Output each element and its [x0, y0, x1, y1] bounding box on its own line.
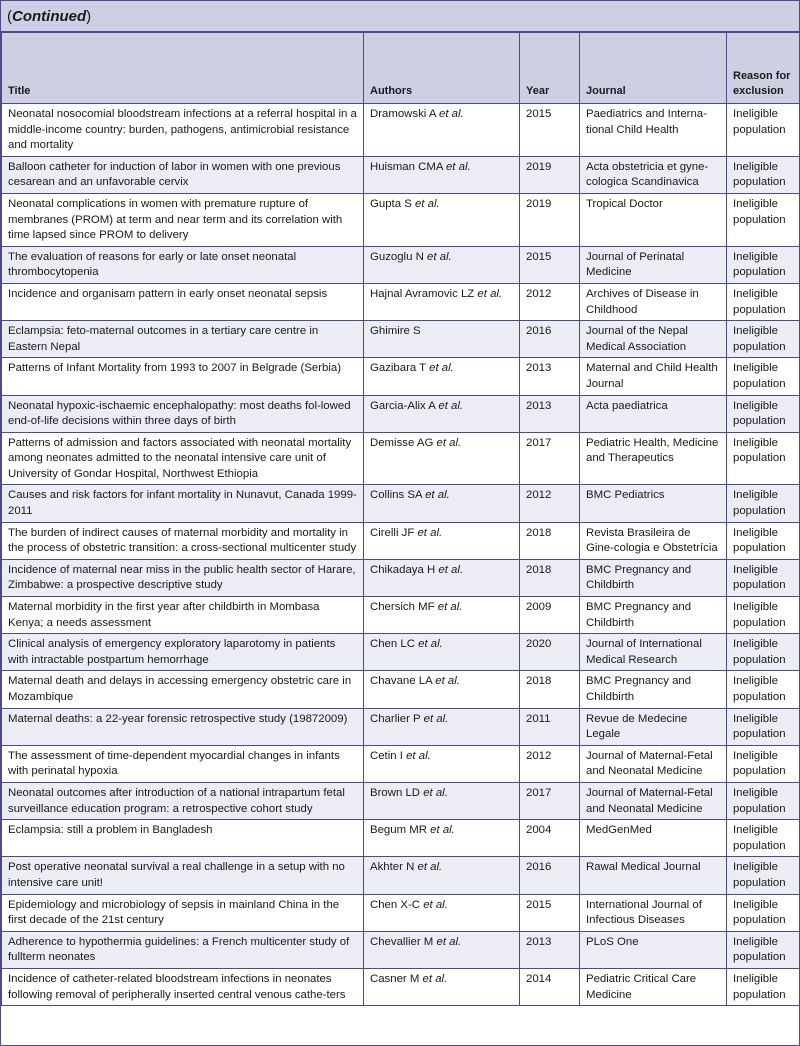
cell-journal: Maternal and Child Health Journal — [580, 358, 727, 395]
cell-title: Patterns of admission and factors associated with neonatal mortality among neonates admitted to the neonatal intensive care unit of University of Gondar Hospital, Northwest Ethiopia — [2, 432, 364, 485]
cell-year: 2004 — [520, 820, 580, 857]
cell-journal: Rawal Medical Journal — [580, 857, 727, 894]
header-title: Title — [2, 33, 364, 104]
cell-reason: Ineligible population — [727, 246, 800, 283]
cell-year: 2019 — [520, 193, 580, 246]
cell-year: 2017 — [520, 782, 580, 819]
cell-journal: BMC Pediatrics — [580, 485, 727, 522]
et-al: et al. — [417, 526, 443, 539]
cell-authors — [364, 193, 520, 246]
cell-journal: PLoS One — [580, 931, 727, 968]
et-al: et al. — [435, 675, 460, 688]
cell-authors — [364, 559, 520, 596]
cell-reason: Ineligible population — [727, 432, 800, 485]
table-row — [2, 559, 800, 596]
cell-title: The evaluation of reasons for early or late onset neonatal thrombocytopenia — [2, 246, 364, 283]
header-reason: Reason for exclusion — [727, 33, 800, 104]
cell-authors — [364, 708, 520, 745]
author-name: Huisman CMA — [370, 160, 443, 173]
cell-journal: BMC Pregnancy and Childbirth — [580, 597, 727, 634]
exclusion-table — [1, 32, 800, 1006]
cell-title: Post operative neonatal survival a real challenge in a setup with no intensive care unit! — [2, 857, 364, 894]
cell-reason: Ineligible population — [727, 782, 800, 819]
cell-authors — [364, 931, 520, 968]
table-row — [2, 246, 800, 283]
et-al: et al. — [425, 489, 450, 502]
cell-reason: Ineligible population — [727, 156, 800, 193]
author-name: Charlier P — [370, 712, 421, 725]
cell-journal: MedGenMed — [580, 820, 727, 857]
author-name: Chevallier M — [370, 935, 434, 948]
cell-authors — [364, 321, 520, 358]
et-al: et al. — [438, 399, 464, 412]
cell-year: 2015 — [520, 246, 580, 283]
et-al: et al. — [427, 250, 452, 263]
author-name: Begum MR — [370, 824, 427, 837]
table-row — [2, 283, 800, 320]
cell-reason: Ineligible population — [727, 671, 800, 708]
table-row — [2, 894, 800, 931]
author-name: Gazibara T — [370, 362, 426, 375]
cell-authors — [364, 485, 520, 522]
cell-title: Maternal morbidity in the first year after childbirth in Mombasa Kenya; a needs assessment — [2, 597, 364, 634]
et-al: et al. — [414, 197, 440, 210]
cell-year: 2018 — [520, 671, 580, 708]
continued-banner: ( Continued ) — [1, 1, 799, 32]
cell-year: 2012 — [520, 485, 580, 522]
cell-title: Balloon catheter for induction of labor in women with one previous cesarean and an unfavorable cervix — [2, 156, 364, 193]
cell-journal: Journal of Perinatal Medicine — [580, 246, 727, 283]
cell-year: 2012 — [520, 283, 580, 320]
cell-title: Causes and risk factors for infant mortality in Nunavut, Canada 1999-2011 — [2, 485, 364, 522]
et-al: et al. — [439, 108, 464, 120]
author-name: Ghimire S — [370, 325, 421, 338]
cell-authors — [364, 745, 520, 782]
cell-journal: Revue de Medecine Legale — [580, 708, 727, 745]
table-row — [2, 522, 800, 559]
cell-reason: Ineligible population — [727, 193, 800, 246]
cell-journal: BMC Pregnancy and Childbirth — [580, 671, 727, 708]
cell-title: Incidence of maternal near miss in the public health sector of Harare, Zimbabwe: a prospective descriptive study — [2, 559, 364, 596]
cell-authors — [364, 857, 520, 894]
cell-title: Patterns of Infant Mortality from 1993 to 2007 in Belgrade (Serbia) — [2, 358, 364, 395]
author-name: Brown LD — [370, 786, 421, 799]
header-authors: Authors — [364, 33, 520, 104]
cell-title: Epidemiology and microbiology of sepsis in mainland China in the first decade of the 21st century — [2, 894, 364, 931]
cell-year: 2016 — [520, 857, 580, 894]
cell-journal: Paediatrics and Interna-tional Child Health — [580, 104, 727, 157]
cell-journal: Acta paediatrica — [580, 395, 727, 432]
cell-title: Eclampsia: still a problem in Bangladesh — [2, 820, 364, 857]
table-row — [2, 156, 800, 193]
table-row — [2, 745, 800, 782]
cell-year: 2013 — [520, 931, 580, 968]
cell-authors — [364, 820, 520, 857]
table-row — [2, 634, 800, 671]
cell-authors — [364, 246, 520, 283]
et-al: et al. — [437, 601, 463, 614]
author-name: Chikadaya H — [370, 563, 436, 576]
cell-title: The burden of indirect causes of maternal morbidity and mortality in the process of obstetric transition: a cross-sectional multicenter study — [2, 522, 364, 559]
cell-journal: Journal of the Nepal Medical Association — [580, 321, 727, 358]
cell-reason: Ineligible population — [727, 283, 800, 320]
cell-year: 2014 — [520, 968, 580, 1005]
table-row — [2, 193, 800, 246]
cell-year: 2019 — [520, 156, 580, 193]
cell-journal: Revista Brasileira de Gine-cologia e Obstetrícia — [580, 522, 727, 559]
et-al: et al. — [436, 935, 462, 948]
table-row — [2, 395, 800, 432]
continued-label: Continued — [12, 7, 87, 25]
cell-title: Eclampsia: feto-maternal outcomes in a tertiary care centre in Eastern Nepal — [2, 321, 364, 358]
cell-authors — [364, 634, 520, 671]
author-name: Dramowski A — [370, 108, 436, 120]
cell-authors — [364, 104, 520, 157]
cell-reason: Ineligible population — [727, 104, 800, 157]
cell-reason: Ineligible population — [727, 931, 800, 968]
cell-reason: Ineligible population — [727, 820, 800, 857]
et-al: et al. — [477, 287, 503, 300]
cell-authors — [364, 395, 520, 432]
cell-year: 2009 — [520, 597, 580, 634]
et-al: et al. — [423, 712, 449, 725]
author-name: Chersich MF — [370, 601, 435, 614]
cell-reason: Ineligible population — [727, 857, 800, 894]
cell-title: Maternal deaths: a 22-year forensic retrospective study (19872009) — [2, 708, 364, 745]
cell-year: 2011 — [520, 708, 580, 745]
table-row — [2, 782, 800, 819]
cell-year: 2015 — [520, 104, 580, 157]
cell-title: Adherence to hypothermia guidelines: a French multicenter study of fullterm neonates — [2, 931, 364, 968]
cell-title: Neonatal hypoxic-ischaemic encephalopathy: most deaths fol-lowed end-of-life decisions within three days of birth — [2, 395, 364, 432]
header-year: Year — [520, 33, 580, 104]
author-name: Chen LC — [370, 638, 415, 651]
cell-authors — [364, 358, 520, 395]
table-row — [2, 597, 800, 634]
table-row — [2, 931, 800, 968]
cell-title: Maternal death and delays in accessing emergency obstetric care in Mozambique — [2, 671, 364, 708]
et-al: et al. — [429, 362, 454, 375]
et-al: et al. — [436, 436, 462, 449]
table-row — [2, 104, 800, 157]
table-row — [2, 708, 800, 745]
cell-journal: Acta obstetricia et gyne-cologica Scandinavica — [580, 156, 727, 193]
cell-year: 2018 — [520, 522, 580, 559]
cell-title: Incidence and organisam pattern in early onset neonatal sepsis — [2, 283, 364, 320]
author-name: Garcia-Alix A — [370, 399, 436, 412]
cell-authors — [364, 597, 520, 634]
cell-authors — [364, 894, 520, 931]
cell-reason: Ineligible population — [727, 745, 800, 782]
cell-reason: Ineligible population — [727, 321, 800, 358]
cell-journal: International Journal of Infectious Diseases — [580, 894, 727, 931]
header-row — [2, 33, 800, 104]
table-row — [2, 432, 800, 485]
cell-authors — [364, 432, 520, 485]
table-row — [2, 485, 800, 522]
author-name: Chavane LA — [370, 675, 433, 688]
cell-reason: Ineligible population — [727, 708, 800, 745]
cell-year: 2013 — [520, 395, 580, 432]
et-al: et al. — [417, 861, 443, 874]
cell-reason: Ineligible population — [727, 485, 800, 522]
cell-authors — [364, 968, 520, 1005]
cell-journal: Journal of International Medical Research — [580, 634, 727, 671]
author-name: Demisse AG — [370, 436, 434, 449]
header-journal: Journal — [580, 33, 727, 104]
table-body — [2, 104, 800, 1006]
cell-title: Clinical analysis of emergency exploratory laparotomy in patients with intractable postpartum hemorrhage — [2, 634, 364, 671]
cell-title: Neonatal outcomes after introduction of a national intrapartum fetal surveillance education program: a retrospective cohort study — [2, 782, 364, 819]
table-row — [2, 321, 800, 358]
cell-authors — [364, 156, 520, 193]
cell-journal: Tropical Doctor — [580, 193, 727, 246]
et-al: et al. — [430, 824, 455, 837]
cell-year: 2018 — [520, 559, 580, 596]
cell-title: The assessment of time-dependent myocardial changes in infants with perinatal hypoxia — [2, 745, 364, 782]
cell-reason: Ineligible population — [727, 597, 800, 634]
cell-reason: Ineligible population — [727, 522, 800, 559]
cell-reason: Ineligible population — [727, 634, 800, 671]
et-al: et al. — [445, 160, 471, 173]
et-al: et al. — [418, 638, 443, 651]
table-row — [2, 671, 800, 708]
cell-title: Incidence of catheter-related bloodstream infections in neonates following removal of peripherally inserted central venous cathe-ters — [2, 968, 364, 1005]
cell-year: 2017 — [520, 432, 580, 485]
cell-title: Neonatal complications in women with premature rupture of membranes (PROM) at term and near term and its correlation with time lapsed since PROM to delivery — [2, 193, 364, 246]
cell-authors — [364, 522, 520, 559]
cell-authors — [364, 671, 520, 708]
table-row — [2, 968, 800, 1005]
author-name: Gupta S — [370, 197, 412, 210]
cell-authors — [364, 782, 520, 819]
cell-reason: Ineligible population — [727, 395, 800, 432]
cell-year: 2012 — [520, 745, 580, 782]
cell-year: 2020 — [520, 634, 580, 671]
et-al: et al. — [438, 563, 464, 576]
author-name: Cirelli JF — [370, 526, 415, 539]
cell-journal: Pediatric Health, Medicine and Therapeutics — [580, 432, 727, 485]
cell-authors — [364, 283, 520, 320]
table-row — [2, 857, 800, 894]
cell-journal: Archives of Disease in Childhood — [580, 283, 727, 320]
cell-reason: Ineligible population — [727, 968, 800, 1005]
author-name: Collins SA — [370, 489, 422, 502]
author-name: Casner M — [370, 972, 420, 985]
cell-title: Neonatal nosocomial bloodstream infections at a referral hospital in a middle-income country: burden, pathogens, antimicrobial resistance and mortality — [2, 104, 364, 157]
author-name: Chen X-C — [370, 898, 421, 911]
cell-reason: Ineligible population — [727, 358, 800, 395]
cell-reason: Ineligible population — [727, 894, 800, 931]
et-al: et al. — [406, 749, 431, 762]
cell-reason: Ineligible population — [727, 559, 800, 596]
table-row — [2, 358, 800, 395]
cell-journal: BMC Pregnancy and Childbirth — [580, 559, 727, 596]
cell-year: 2013 — [520, 358, 580, 395]
table-row — [2, 820, 800, 857]
et-al: et al. — [423, 898, 448, 911]
cell-year: 2015 — [520, 894, 580, 931]
author-name: Guzoglu N — [370, 250, 424, 263]
et-al: et al. — [423, 786, 448, 799]
et-al: et al. — [422, 972, 448, 985]
author-name: Cetin I — [370, 749, 403, 762]
cell-journal: Journal of Maternal-Fetal and Neonatal Medicine — [580, 782, 727, 819]
author-name: Akhter N — [370, 861, 415, 874]
cell-journal: Pediatric Critical Care Medicine — [580, 968, 727, 1005]
author-name: Hajnal Avramovic LZ — [370, 287, 475, 300]
cell-journal: Journal of Maternal-Fetal and Neonatal Medicine — [580, 745, 727, 782]
cell-year: 2016 — [520, 321, 580, 358]
